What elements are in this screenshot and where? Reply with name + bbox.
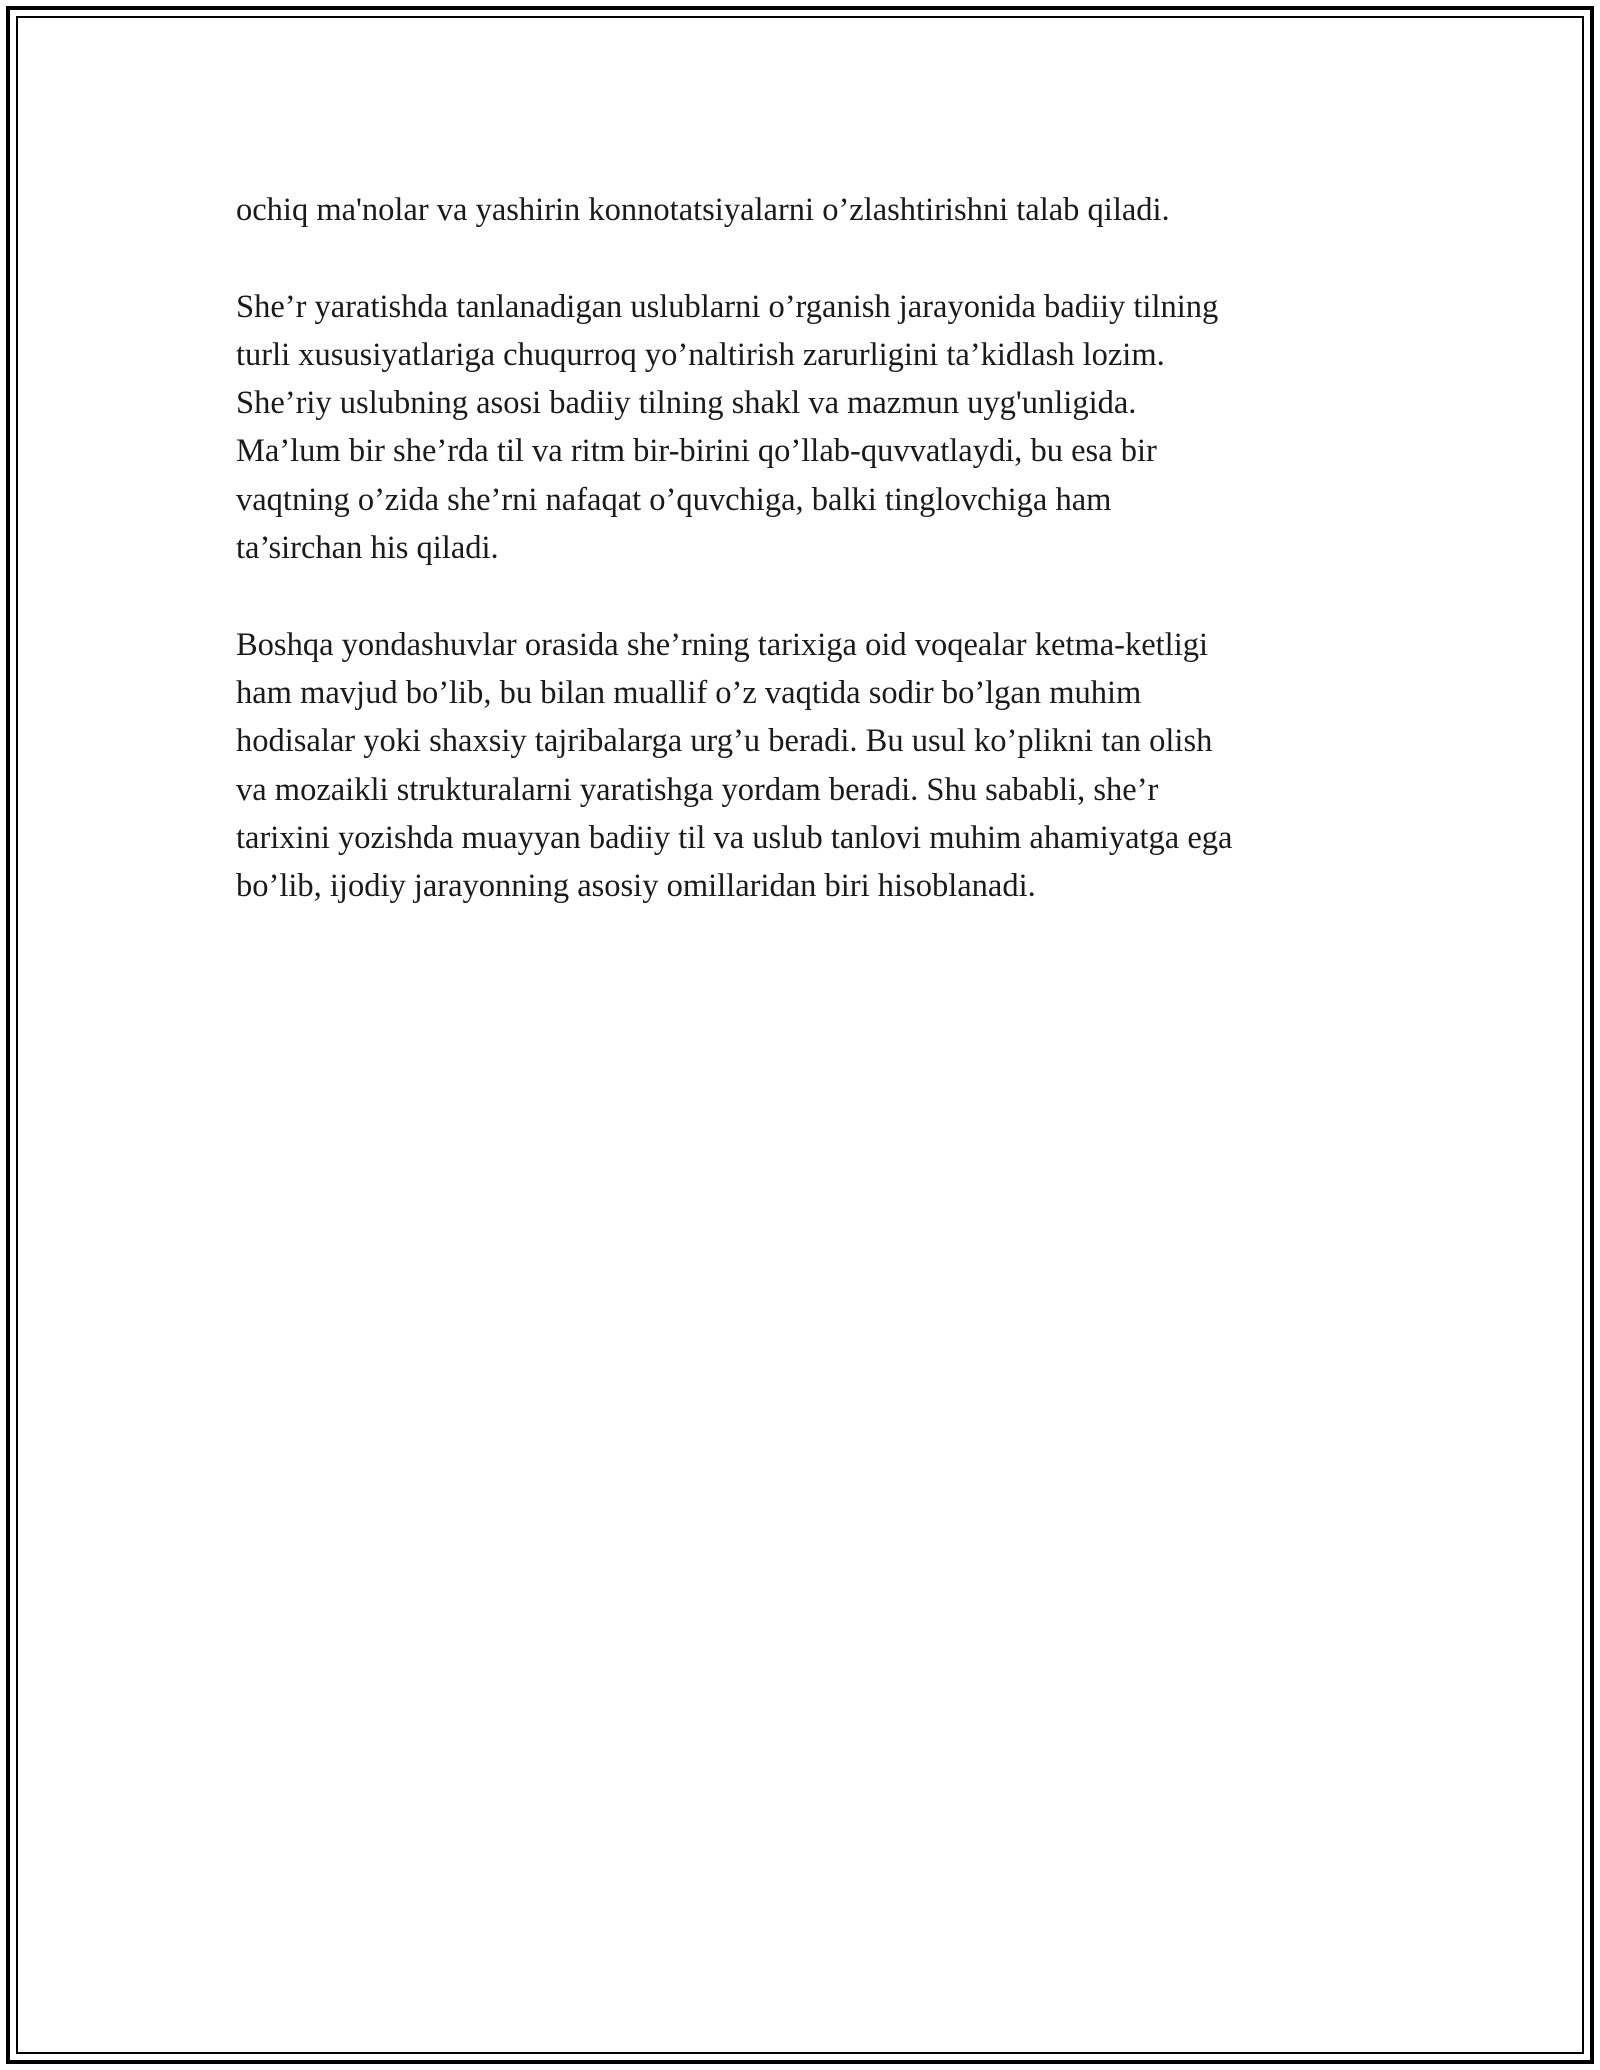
text-line: ta’sirchan his qiladi. [236, 530, 499, 567]
text-line: hodisalar yoki shaxsiy tajribalarga urg’u beradi. Bu usul ko’plikni tan olish [236, 723, 1213, 760]
paragraph-2 [236, 283, 1416, 573]
text-line: tarixini yozishda muayyan badiiy til va uslub tanlovi muhim ahamiyatga ega [236, 819, 1233, 856]
text-line: Boshqa yondashuvlar orasida she’rning tarixiga oid voqealar ketma-ketligi [236, 626, 1209, 663]
text-line: vaqtning o’zida she’rni nafaqat o’quvchiga, balki tinglovchiga ham [236, 481, 1112, 518]
text-line: va mozaikli strukturalarni yaratishga yordam beradi. Shu sababli, she’r [236, 771, 1159, 808]
text-line: bo’lib, ijodiy jarayonning asosiy omillaridan biri hisoblanadi. [236, 868, 1036, 905]
document-body [236, 186, 1416, 959]
text-line: ham mavjud bo’lib, bu bilan muallif o’z vaqtida sodir bo’lgan muhim [236, 674, 1142, 711]
text-line: She’riy uslubning asosi badiiy tilning shakl va mazmun uyg'unligida. [236, 385, 1137, 422]
paragraph-1 [236, 186, 1416, 234]
text-line: ochiq ma'nolar va yashirin konnotatsiyalarni o’zlashtirishni talab qiladi. [236, 192, 1170, 228]
text-line: Ma’lum bir she’rda til va ritm bir-birini qo’llab-quvvatlaydi, bu esa bir [236, 433, 1157, 470]
text-line: She’r yaratishda tanlanadigan uslublarni o’rganish jarayonida badiiy tilning [236, 288, 1219, 325]
text-line: turli xususiyatlariga chuqurroq yo’naltirish zarurligini ta’kidlash lozim. [236, 336, 1165, 373]
paragraph-3 [236, 621, 1416, 911]
